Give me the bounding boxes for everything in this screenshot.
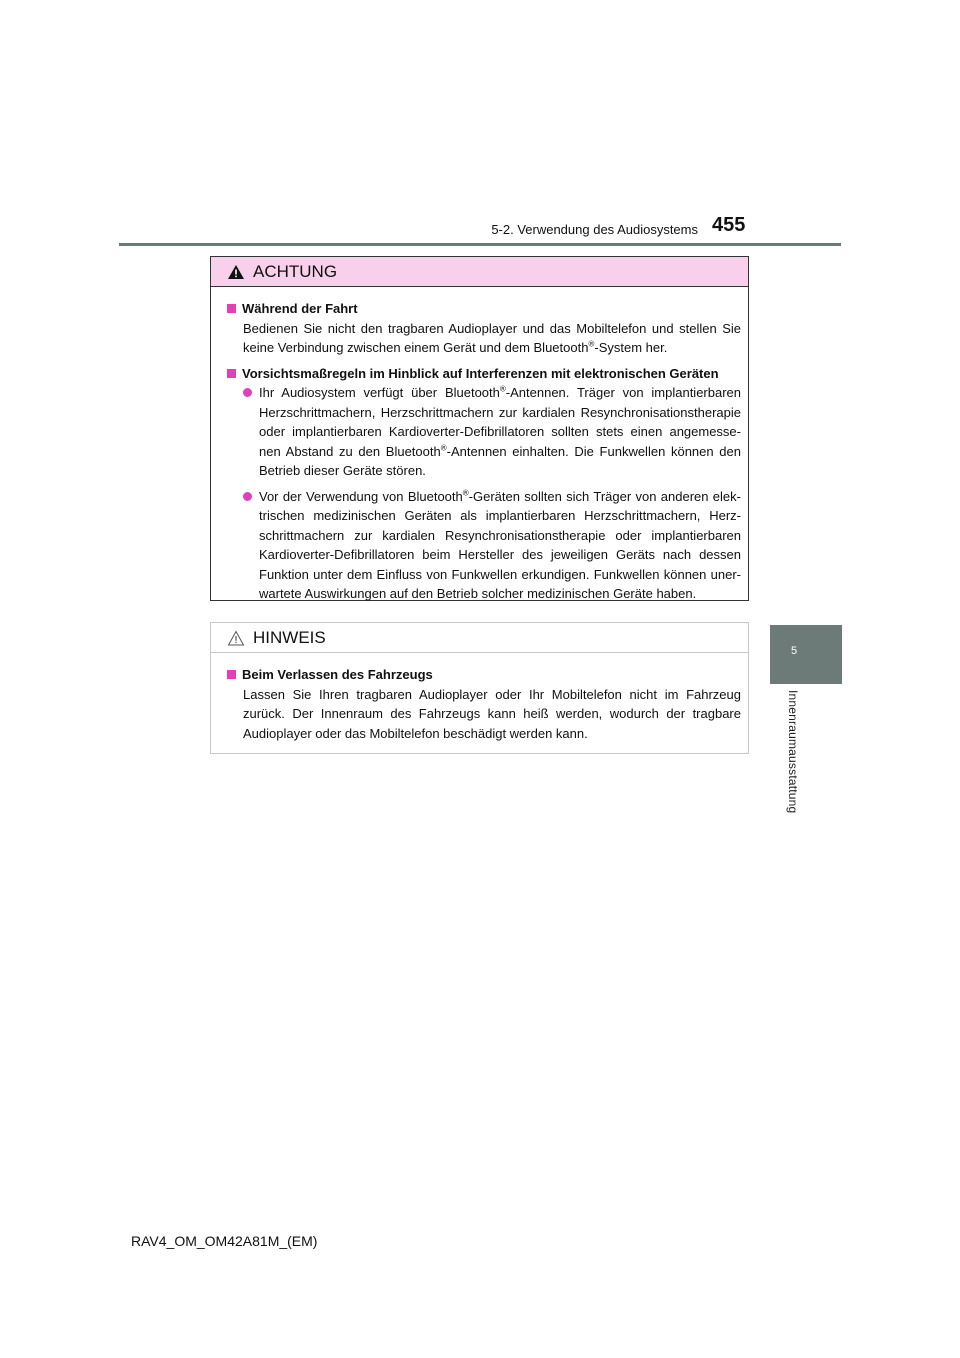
bullet-text-part: Ihr Audiosystem verfügt über Bluetooth bbox=[259, 385, 500, 400]
square-bullet-icon bbox=[227, 670, 236, 679]
notice-body bbox=[211, 653, 748, 743]
caution-box bbox=[210, 256, 749, 601]
caution-title: ACHTUNG bbox=[253, 261, 338, 281]
registered-mark: ® bbox=[462, 488, 469, 498]
bullet-text-part: -Antennen einhalten. Die Funkwellen können den Betrieb dieser Geräte stören. bbox=[259, 443, 741, 478]
square-bullet-icon bbox=[227, 304, 236, 313]
section-title: 5-2. Verwendung des Audiosystems bbox=[491, 222, 698, 237]
section-heading bbox=[226, 665, 741, 685]
section-paragraph: Lassen Sie Ihren tragbaren Audioplayer oder Ihr Mobiltelefon nicht im Fahrzeug zurück. Der Innenraum des Fahrzeugs kann heiß werden, wodurch der tragbare Audioplayer oder das Mobiltelefon beschädigt werden kann. bbox=[243, 686, 741, 741]
paragraph-text: -System her. bbox=[594, 340, 668, 355]
chapter-label: Innenraumausstattung bbox=[786, 690, 800, 814]
notice-title: HINWEIS bbox=[253, 627, 326, 647]
chapter-tab bbox=[770, 625, 842, 684]
page-number: 455 bbox=[712, 214, 746, 236]
section-paragraph bbox=[226, 319, 741, 358]
section-heading-text: Während der Fahrt bbox=[242, 301, 358, 316]
paragraph-text: Bedienen Sie nicht den tragbaren Audioplayer und das Mobiltelefon und stellen Sie keine Verbindung zwischen einem Gerät und dem Bluetooth bbox=[243, 320, 741, 355]
registered-mark: ® bbox=[440, 443, 447, 453]
warning-icon bbox=[227, 264, 245, 280]
list-item bbox=[226, 487, 741, 604]
header-rule bbox=[119, 243, 841, 246]
list-item-text bbox=[259, 383, 741, 481]
notice-box bbox=[210, 622, 749, 754]
bullet-text-part: -Antennen. Träger von implantierbaren Herzschrittmachern, Herzschrittmachern zur kardialen Resynchronisationstherapie oder implantierbaren Kardioverter-Defibrillatoren sollten stets einen angemesse-nen Abstand zu den Bluetooth bbox=[259, 385, 741, 459]
bullet-text-part: Vor der Verwendung von Bluetooth bbox=[259, 488, 463, 504]
section-heading-text: Beim Verlassen des Fahrzeugs bbox=[242, 667, 433, 682]
square-bullet-icon bbox=[227, 369, 236, 378]
section-heading bbox=[226, 364, 741, 384]
circle-bullet-icon bbox=[243, 388, 252, 397]
section-heading bbox=[226, 299, 741, 319]
circle-bullet-icon bbox=[243, 492, 252, 501]
bullet-text-part: -Geräten sollten sich Träger von anderen elek-trischen medizinischen Geräten als implantierbaren Herzschrittmachern, Herz-schrittmachern zur kardialen Resynchronisationstherapie oder implantierbaren Kardioverter-Defibrillatoren beim Hersteller des jeweiligen Geräts nach dessen Funktion unter dem Einfluss von Funkwellen erkundigen. Funkwellen können uner-wartete Auswirkungen auf den Betrieb solcher medizinischen Geräte haben. bbox=[259, 488, 741, 601]
caution-header bbox=[211, 257, 748, 287]
model-code: RAV4_OM_OM42A81M_(EM) bbox=[131, 1233, 318, 1249]
notice-icon bbox=[227, 630, 245, 646]
registered-mark: ® bbox=[499, 384, 506, 394]
caution-body bbox=[211, 287, 748, 604]
list-item bbox=[226, 383, 741, 481]
section-heading-text: Vorsichtsmaßregeln im Hinblick auf Interferenzen mit elektronischen Geräten bbox=[242, 365, 719, 381]
registered-mark: ® bbox=[588, 339, 595, 349]
list-item-text bbox=[259, 487, 741, 604]
chapter-number: 5 bbox=[790, 645, 798, 657]
notice-header bbox=[211, 623, 748, 653]
